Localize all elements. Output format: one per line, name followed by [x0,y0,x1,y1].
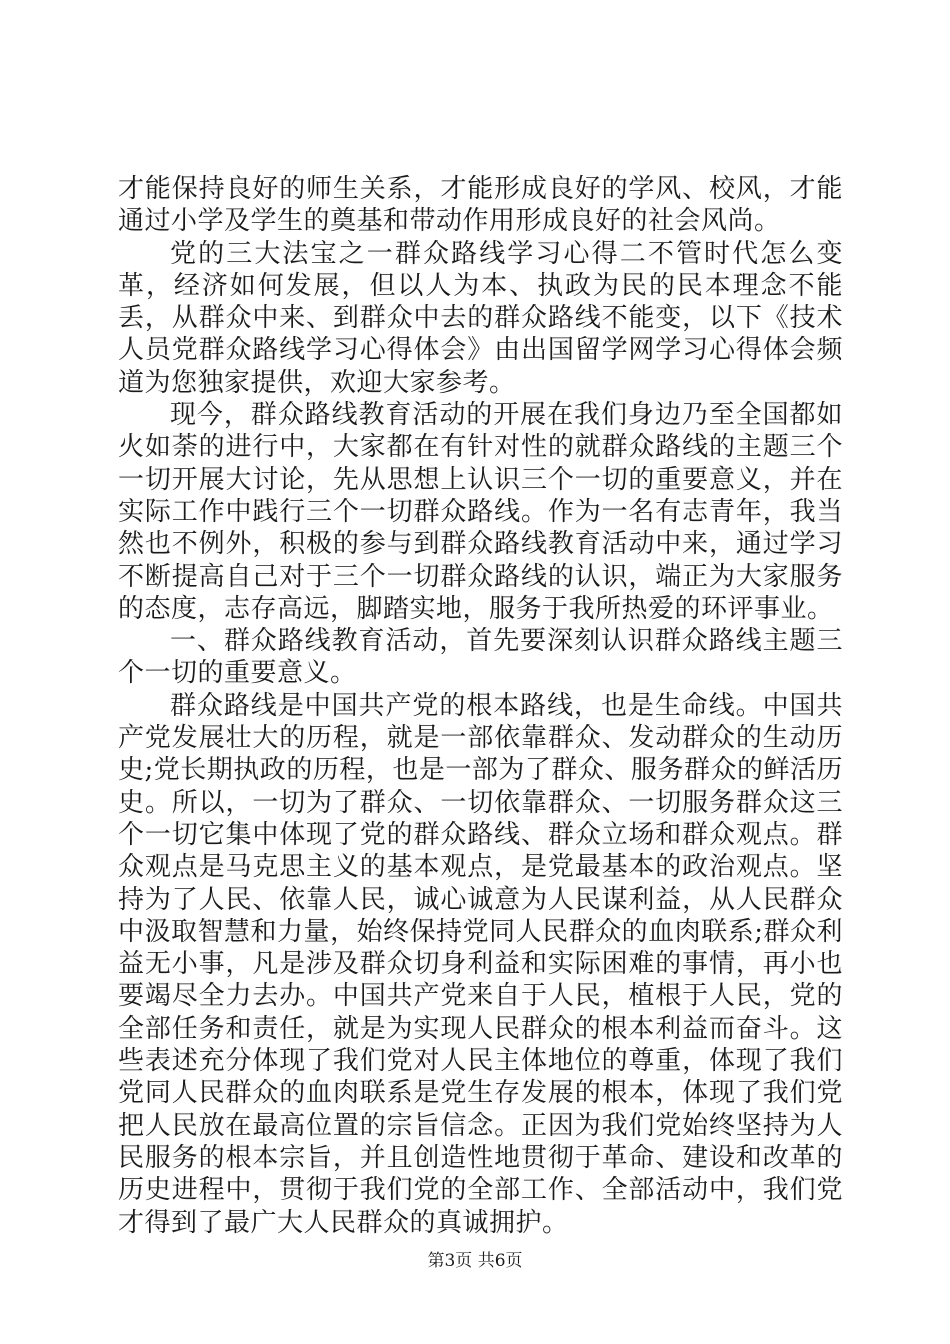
paragraph: 现今，群众路线教育活动的开展在我们身边乃至全国都如火如荼的进行中，大家都在有针对性的就群众路线的主题三个一切开展大讨论，先从思想上认识三个一切的重要意义，并在实际工作中践行三个一切群众路线。作为一名有志青年，我当然也不例外，积极的参与到群众路线教育活动中来，通过学习不断提高自己对于三个一切群众路线的认识，端正为大家服务的态度，志存高远，脚踏实地，服务于我所热爱的环评事业。 [118,400,843,624]
document-body [118,173,843,1239]
paragraph: 群众路线是中国共产党的根本路线，也是生命线。中国共产党发展壮大的历程，就是一部依靠群众、发动群众的生动历史;党长期执政的历程，也是一部为了群众、服务群众的鲜活历史。所以，一切为了群众、一切依靠群众、一切服务群众这三个一切它集中体现了党的群众路线、群众立场和群众观点。群众观点是马克思主义的基本观点，是党最基本的政治观点。坚持为了人民、依靠人民，诚心诚意为人民谋利益，从人民群众中汲取智慧和力量，始终保持党同人民群众的血肉联系;群众利益无小事，凡是涉及群众切身利益和实际困难的事情，再小也要竭尽全力去办。中国共产党来自于人民，植根于人民，党的全部任务和责任，就是为实现人民群众的根本利益而奋斗。这些表述充分体现了我们党对人民主体地位的尊重，体现了我们党同人民群众的血肉联系是党生存发展的根本，体现了我们党把人民放在最高位置的宗旨信念。正因为我们党始终坚持为人民服务的根本宗旨，并且创造性地贯彻于革命、建设和改革的历史进程中，贯彻于我们党的全部工作、全部活动中，我们党才得到了最广大人民群众的真诚拥护。 [118,690,843,1238]
page-number-footer: 第3页 共6页 [427,1251,523,1271]
paragraph: 一、群众路线教育活动，首先要深刻认识群众路线主题三个一切的重要意义。 [118,626,843,689]
paragraph: 党的三大法宝之一群众路线学习心得二不管时代怎么变革，经济如何发展，但以人为本、执政为民的民本理念不能丢，从群众中来、到群众中去的群众路线不能变，以下《技术人员党群众路线学习心得体会》由出国留学网学习心得体会频道为您独家提供，欢迎大家参考。 [118,238,843,398]
paragraph: 才能保持良好的师生关系，才能形成良好的学风、校风，才能通过小学及学生的奠基和带动作用形成良好的社会风尚。 [118,174,843,237]
